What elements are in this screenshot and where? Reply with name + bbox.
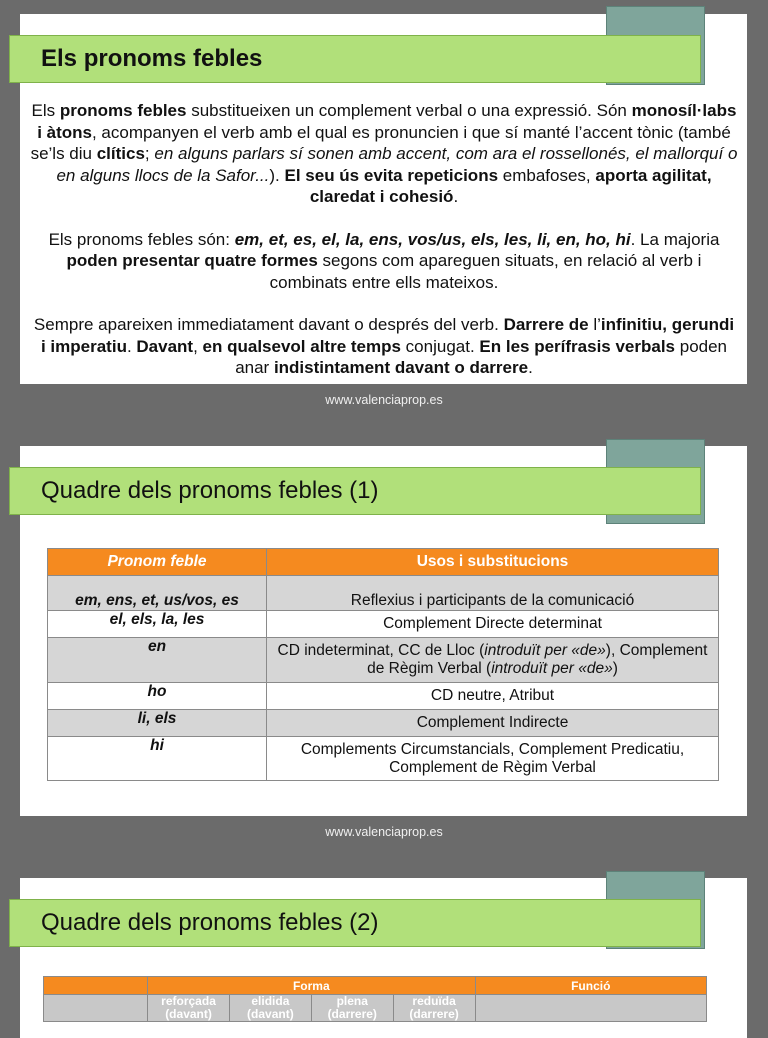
text-run: Complement Indirecte: [416, 714, 569, 731]
pronoun-cell: ho: [48, 683, 267, 710]
text-run: .: [126, 336, 137, 356]
text-run: ;: [144, 144, 155, 163]
group-header-funcio: Funció: [475, 977, 706, 995]
text-run: pronoms febles: [59, 101, 187, 120]
sub-header-reforcada: reforçada (davant): [148, 995, 230, 1022]
slide-3-title-banner: [9, 899, 701, 947]
text-run: substitueixen un complement verbal o una expressió. Són: [186, 101, 632, 120]
text-run: ), Complement de Règim Verbal (: [367, 642, 708, 677]
text-run: ): [612, 660, 618, 677]
slide-1-title: Els pronoms febles: [41, 45, 263, 72]
text-run: en qualsevol altre temps: [202, 336, 401, 356]
slide-1-paragraph: [30, 100, 738, 208]
text-run: infinitiu, gerundi i imperatiu: [40, 315, 735, 356]
text-run: introduït per «de»: [484, 642, 606, 659]
uses-cell: [267, 710, 719, 737]
text-run: Darrere de: [503, 315, 589, 334]
text-run: Reflexius i participants de la comunicació: [350, 592, 635, 609]
slide-1-title-banner: [9, 35, 701, 83]
text-run: embafoses,: [498, 165, 596, 185]
slide-1-footer: www.valenciaprop.es: [325, 393, 443, 407]
text-run: , acompanyen el verb amb el qual es pronuncien i que sí manté l’accent tònic (també se’ls diu: [30, 122, 731, 163]
text-run: Complement Directe determinat: [383, 615, 602, 632]
pronoun-cell: li, els: [48, 710, 267, 737]
pronouns-table-2: [43, 976, 707, 1022]
uses-cell: [267, 638, 719, 683]
text-run: introduït per «de»: [491, 660, 613, 677]
text-run: l’: [588, 315, 601, 334]
pronoun-cell: en: [48, 638, 267, 683]
group-header-forma: Forma: [148, 977, 475, 995]
sub-header-elidida: elidida (davant): [229, 995, 311, 1022]
empty-sub-cell: [44, 995, 148, 1022]
text-run: em, et, es, el, la, ens, vos/us, els, les, li, en, ho, hi: [234, 229, 631, 249]
text-run: .: [528, 358, 533, 377]
column-header-pronoun: Pronom feble: [48, 549, 267, 576]
uses-cell: [267, 611, 719, 638]
table-row: [48, 576, 719, 611]
text-run: Davant: [136, 336, 194, 356]
table-row: [48, 710, 719, 737]
slide-2-title-banner: [9, 467, 701, 515]
slide-2-title: Quadre dels pronoms febles (1): [41, 477, 379, 504]
slide-3-title: Quadre dels pronoms febles (2): [41, 909, 379, 936]
pronoun-cell: em, ens, et, us/vos, es: [48, 576, 267, 611]
text-run: Els: [31, 101, 60, 120]
table-row: [48, 611, 719, 638]
text-run: aporta agilitat, claredat i cohesió: [309, 165, 712, 206]
text-run: indistintament davant o darrere: [273, 358, 529, 377]
table-row: [48, 683, 719, 710]
column-header-uses: Usos i substitucions: [267, 549, 719, 576]
sub-header-plena: plena (darrere): [311, 995, 393, 1022]
text-run: CD indeterminat, CC de Lloc (: [277, 642, 485, 659]
text-run: [235, 230, 631, 249]
text-run: en alguns parlars sí sonen amb accent, com ara el rossellonés, el mallorquí o en alguns llocs de la Safor...: [56, 144, 738, 185]
text-run: segons com apareguen situats, en relació al verb i combinats entre ells mateixos.: [269, 251, 702, 292]
text-run: ,: [193, 336, 203, 356]
text-run: monosíl·labs i àtons: [37, 101, 737, 142]
uses-cell: [267, 576, 719, 611]
text-run: poden presentar quatre formes: [66, 251, 318, 270]
pronoun-cell: hi: [48, 737, 267, 781]
text-run: CD neutre, Atribut: [430, 687, 555, 704]
pronoun-cell: el, els, la, les: [48, 611, 267, 638]
text-run: Els pronoms febles són:: [48, 229, 235, 249]
empty-sub-cell-funcio: [475, 995, 706, 1022]
text-run: . La majoria: [630, 229, 720, 249]
text-run: .: [453, 187, 459, 206]
text-run: ).: [269, 165, 285, 185]
text-run: Sempre apareixen immediatament davant o després del verb.: [33, 315, 504, 334]
text-run: clítics: [96, 144, 145, 163]
sub-header-reduida: reduïda (darrere): [393, 995, 475, 1022]
slide-1-body: [30, 100, 738, 400]
text-run: En les perífrasis verbals: [479, 336, 676, 356]
slide-1-paragraph: [30, 229, 738, 294]
table-row: [48, 638, 719, 683]
text-run: Complements Circumstancials, Complement Predicatiu, Complement de Règim Verbal: [300, 740, 685, 776]
text-run: El seu ús evita repeticions: [284, 165, 499, 185]
uses-cell: [267, 683, 719, 710]
slide-2-footer: www.valenciaprop.es: [325, 825, 443, 839]
text-run: poden anar: [235, 336, 728, 377]
table-row: [48, 737, 719, 781]
uses-cell: [267, 737, 719, 781]
pronouns-table-1: [47, 548, 719, 781]
slide-1-paragraph: [30, 314, 738, 379]
empty-header-cell: [44, 977, 148, 995]
text-run: conjugat.: [400, 336, 480, 356]
